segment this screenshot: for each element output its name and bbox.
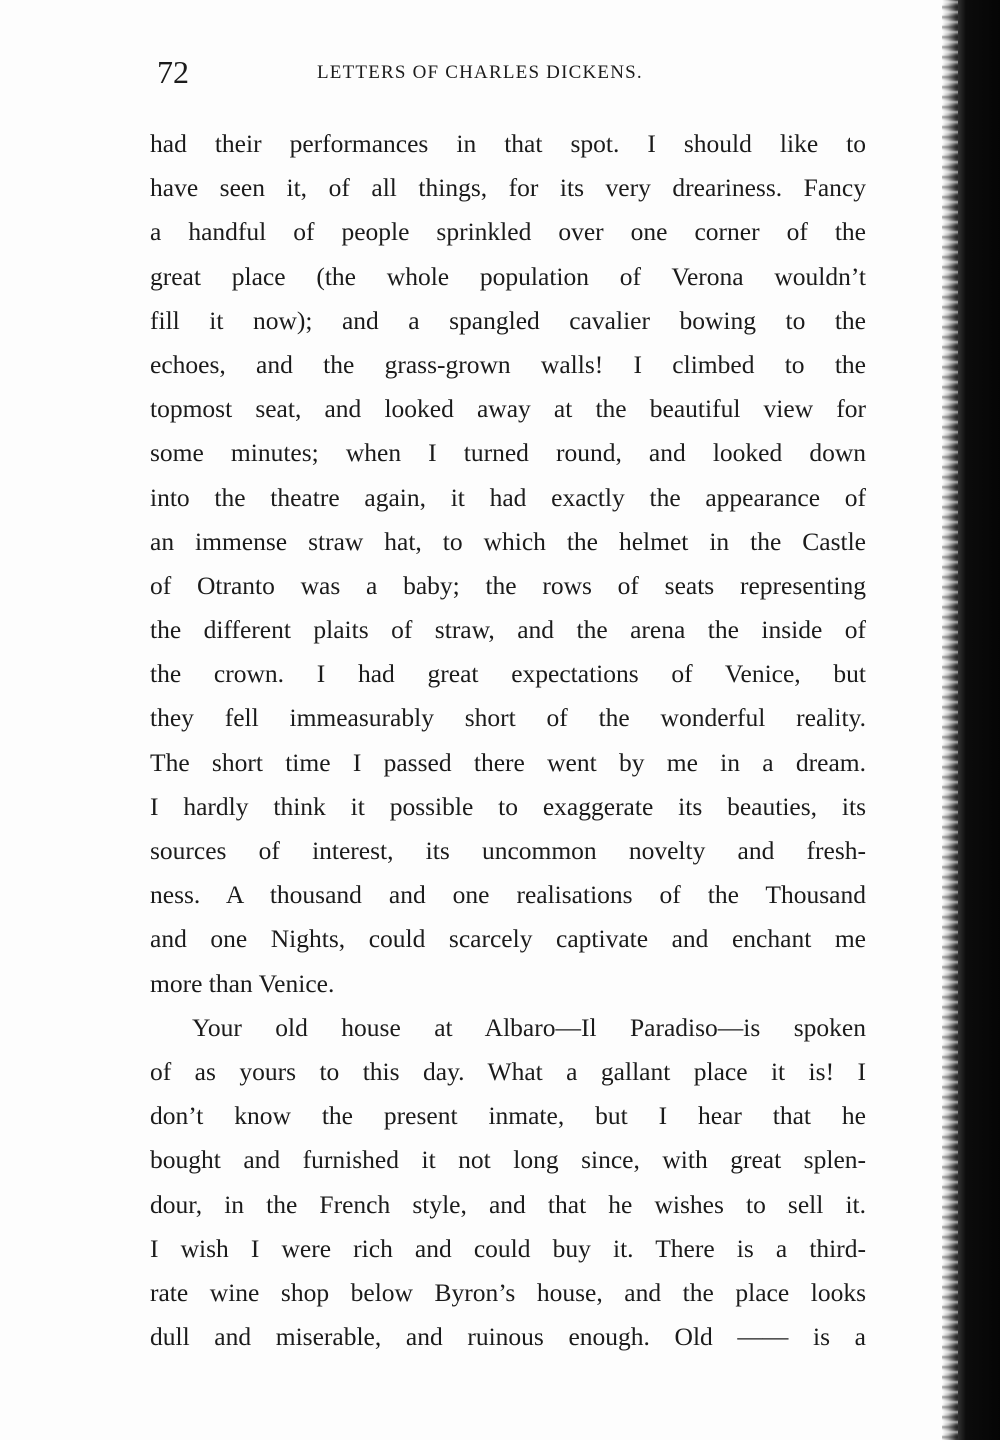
page-scan-edge (942, 0, 1000, 1440)
text-line: into the theatre again, it had exactly the appearance of (150, 482, 866, 512)
text-line: of Otranto was a baby; the rows of seats representing (150, 570, 866, 600)
running-title: LETTERS OF CHARLES DICKENS. (317, 62, 643, 83)
text-line: the crown. I had great expectations of Venice, but (150, 659, 866, 689)
text-line: ness. A thousand and one realisations of the Thousand (150, 880, 866, 910)
text-line: don’t know the present inmate, but I hear that he (150, 1101, 866, 1131)
text-line: the different plaits of straw, and the arena the inside of (150, 615, 866, 645)
text-line: great place (the whole population of Verona wouldn’t (150, 261, 866, 291)
text-line: fill it now); and a spangled cavalier bowing to the (150, 305, 866, 335)
body-text (150, 122, 866, 1359)
page-header (157, 52, 877, 92)
text-line: had their performances in that spot. I should like to (150, 129, 866, 158)
text-line: have seen it, of all things, for its very dreariness. Fancy (150, 173, 866, 203)
text-line: sources of interest, its uncommon novelty and fresh- (150, 836, 866, 865)
text-line: The short time I passed there went by me in a dream. (150, 747, 866, 777)
text-line: a handful of people sprinkled over one corner of the (150, 217, 866, 247)
paragraph-end-line: more than Venice. (150, 968, 335, 998)
text-line: and one Nights, could scarcely captivate and enchant me (150, 924, 866, 954)
text-line: they fell immeasurably short of the wonderful reality. (150, 703, 866, 733)
text-line: topmost seat, and looked away at the beautiful view for (150, 394, 866, 424)
text-line: some minutes; when I turned round, and looked down (150, 438, 866, 468)
text-line: I hardly think it possible to exaggerate its beauties, its (150, 791, 866, 821)
page-number: 72 (157, 54, 189, 90)
text-line: echoes, and the grass-grown walls! I climbed to the (150, 349, 866, 379)
text-line: bought and furnished it not long since, with great splen- (150, 1145, 866, 1175)
text-line: dull and miserable, and ruinous enough. Old —— is a (150, 1322, 866, 1352)
text-line: dour, in the French style, and that he wishes to sell it. (150, 1189, 866, 1219)
text-line: an immense straw hat, to which the helmet in the Castle (150, 526, 866, 556)
text-line: of as yours to this day. What a gallant place it is! I (150, 1056, 866, 1086)
text-line: I wish I were rich and could buy it. There is a third- (150, 1233, 866, 1263)
text-line: rate wine shop below Byron’s house, and the place looks (150, 1277, 866, 1307)
paragraph-start-line: Your old house at Albaro—Il Paradiso—is spoken (192, 1012, 866, 1042)
